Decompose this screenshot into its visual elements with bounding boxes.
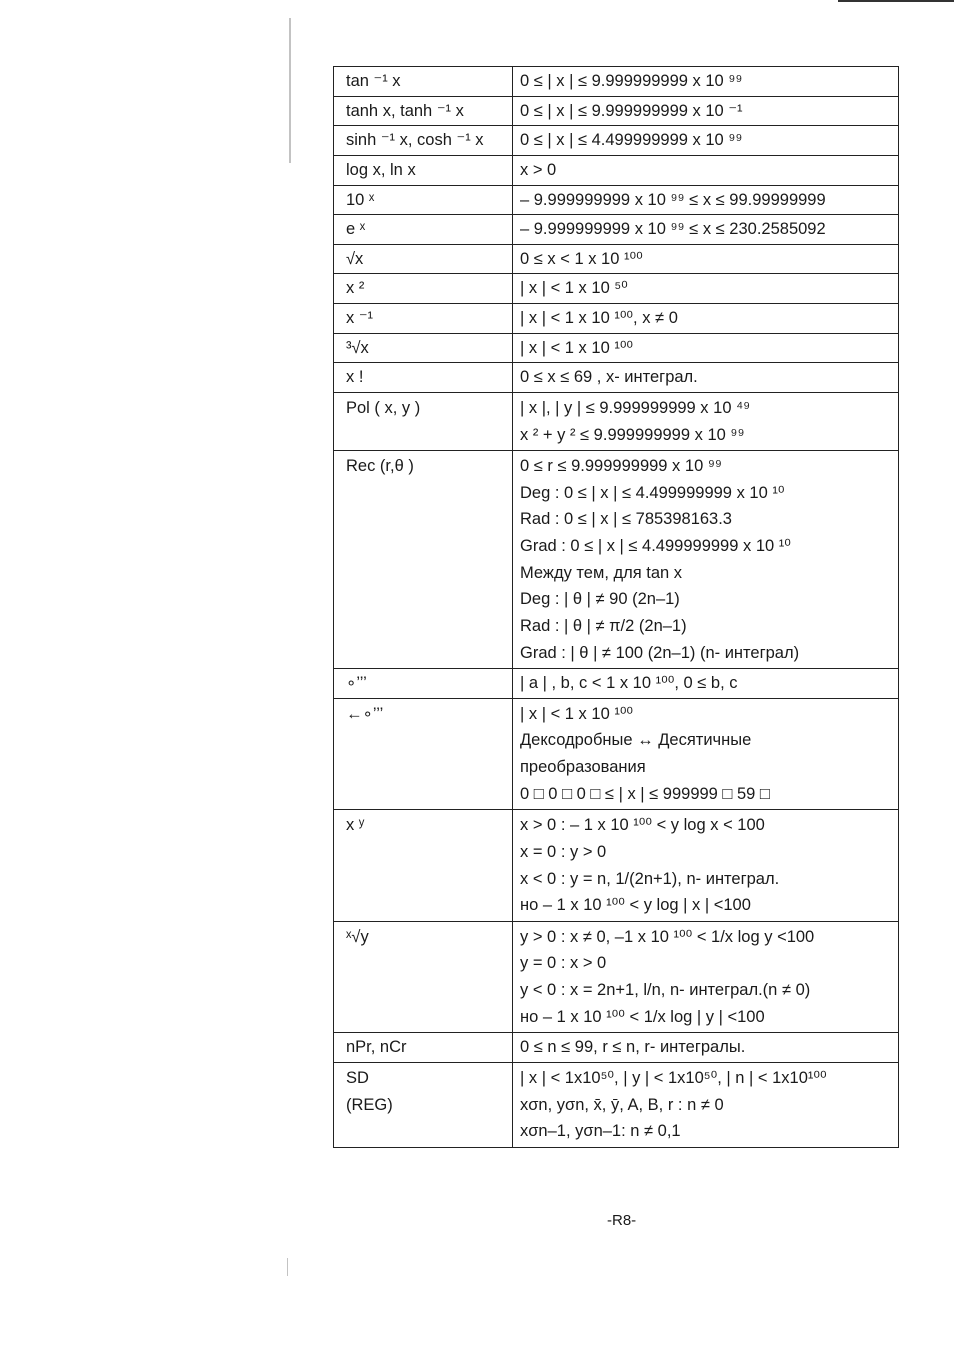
function-label: tan ⁻¹ x — [346, 72, 401, 90]
function-cell — [334, 1033, 513, 1063]
range-line: 0 ≤ x ≤ 69 , x- интеграл. — [520, 368, 698, 387]
function-label: Pol ( x, y ) — [346, 398, 421, 417]
range-cell — [513, 698, 899, 810]
table-row — [334, 304, 899, 334]
table-row — [334, 215, 899, 245]
table-row — [334, 921, 899, 1033]
table-row — [334, 67, 899, 97]
range-cell — [513, 451, 899, 669]
scan-edge-line — [838, 0, 954, 2]
table-row — [334, 333, 899, 363]
range-line: y = 0 : x > 0 — [520, 954, 607, 973]
function-label: tanh x, tanh ⁻¹ x — [346, 101, 464, 120]
range-line: 0 ≤ x < 1 x 10 ¹⁰⁰ — [520, 249, 643, 268]
table-row — [334, 698, 899, 810]
function-label: ³√x — [346, 338, 369, 357]
function-cell — [334, 96, 513, 126]
function-cell — [334, 274, 513, 304]
page-number: -R8- — [607, 1212, 637, 1229]
table-row — [334, 451, 899, 669]
range-line: но – 1 x 10 ¹⁰⁰ < y log | x | <100 — [520, 896, 751, 915]
function-cell — [334, 810, 513, 922]
range-cell — [513, 1062, 899, 1147]
range-line: – 9.999999999 x 10 ⁹⁹ ≤ x ≤ 230.2585092 — [520, 220, 826, 239]
range-cell — [513, 96, 899, 126]
function-label: 10 ˣ — [346, 190, 375, 209]
input-range-table — [333, 66, 899, 1148]
function-label: (REG) — [346, 1095, 393, 1114]
function-label: e ˣ — [346, 220, 366, 239]
range-cell — [513, 67, 899, 97]
function-label: Rec (r,θ ) — [346, 457, 414, 476]
function-label: SD — [346, 1068, 369, 1087]
range-line: Rad : 0 ≤ | x | ≤ 785398163.3 — [520, 510, 732, 529]
range-cell — [513, 215, 899, 245]
table-row — [334, 96, 899, 126]
table-body — [334, 67, 899, 1148]
range-line: Rad : | θ | ≠ π/2 (2n–1) — [520, 616, 687, 635]
function-cell — [334, 333, 513, 363]
range-line: xσn–1, yσn–1: n ≠ 0,1 — [520, 1122, 681, 1141]
function-label: ←∘’’’ — [346, 704, 384, 723]
function-cell — [334, 921, 513, 1033]
function-cell — [334, 698, 513, 810]
range-cell — [513, 126, 899, 156]
range-cell — [513, 363, 899, 393]
range-line: Дексодробные ↔ Десятичные — [520, 731, 752, 750]
range-cell — [513, 244, 899, 274]
table-row — [334, 244, 899, 274]
range-cell — [513, 304, 899, 334]
range-line: | x | < 1 x 10 ⁵⁰ — [520, 279, 628, 298]
range-line: Grad : | θ | ≠ 100 (2n–1) (n- интеграл) — [520, 643, 800, 662]
range-cell — [513, 185, 899, 215]
range-line: 0 ≤ | x | ≤ 4.499999999 x 10 ⁹⁹ — [520, 131, 743, 150]
function-label: sinh ⁻¹ x, cosh ⁻¹ x — [346, 131, 484, 150]
function-label: √x — [346, 249, 364, 268]
range-line: x < 0 : y = n, 1/(2n+1), n- интеграл. — [520, 869, 780, 888]
range-line: Между тем, для tan x — [520, 563, 683, 582]
table-row — [334, 1033, 899, 1063]
table-row — [334, 185, 899, 215]
range-line: Deg : | θ | ≠ 90 (2n–1) — [520, 590, 680, 609]
table-row — [334, 392, 899, 450]
range-line: 0 ≤ n ≤ 99, r ≤ n, r- интегралы. — [520, 1038, 746, 1057]
binding-mark — [289, 18, 291, 163]
range-cell — [513, 810, 899, 922]
function-cell — [334, 392, 513, 450]
function-label: x ʸ — [346, 816, 365, 835]
function-label: ∘’’’ — [346, 674, 367, 693]
range-line: – 9.999999999 x 10 ⁹⁹ ≤ x ≤ 99.99999999 — [520, 190, 826, 209]
function-cell — [334, 304, 513, 334]
range-line: 0 □ 0 □ 0 □ ≤ | x | ≤ 999999 □ 59 □ — [520, 784, 770, 803]
range-line: | x |, | y | ≤ 9.999999999 x 10 ⁴⁹ — [520, 398, 751, 417]
range-line: 0 ≤ | x | ≤ 9.999999999 x 10 ⁹⁹ — [520, 72, 743, 90]
range-cell — [513, 155, 899, 185]
function-cell — [334, 363, 513, 393]
function-cell — [334, 1062, 513, 1147]
table-row — [334, 363, 899, 393]
range-cell — [513, 274, 899, 304]
range-line: y > 0 : x ≠ 0, –1 x 10 ¹⁰⁰ < 1/x log y <100 — [520, 927, 815, 946]
range-line: | x | < 1x10⁵⁰, | y | < 1x10⁵⁰, | n | < 1x10¹⁰⁰ — [520, 1068, 827, 1087]
table-row — [334, 669, 899, 699]
table-row — [334, 155, 899, 185]
range-line: y < 0 : x = 2n+1, l/n, n- интеграл.(n ≠ 0) — [520, 981, 811, 999]
function-label: nPr, nCr — [346, 1038, 407, 1057]
function-label: ˣ√y — [346, 927, 369, 946]
function-cell — [334, 126, 513, 156]
range-line: x ² + y ² ≤ 9.999999999 x 10 ⁹⁹ — [520, 425, 745, 444]
function-label: log x, ln x — [346, 160, 416, 179]
range-cell — [513, 392, 899, 450]
range-line: Deg : 0 ≤ | x | ≤ 4.499999999 x 10 ¹⁰ — [520, 483, 785, 502]
range-line: преобразования — [520, 758, 646, 776]
range-line: | x | < 1 x 10 ¹⁰⁰ — [520, 704, 634, 723]
table-row — [334, 810, 899, 922]
range-line: Grad : 0 ≤ | x | ≤ 4.499999999 x 10 ¹⁰ — [520, 537, 791, 555]
range-cell — [513, 333, 899, 363]
range-line: 0 ≤ | x | ≤ 9.999999999 x 10 ⁻¹ — [520, 101, 743, 120]
range-line: xσn, yσn, x̄, ȳ, A, B, r : n ≠ 0 — [520, 1095, 724, 1114]
function-cell — [334, 669, 513, 699]
function-cell — [334, 67, 513, 97]
range-line: x > 0 — [520, 160, 557, 179]
range-cell — [513, 1033, 899, 1063]
function-label: x ⁻¹ — [346, 309, 374, 327]
table-row — [334, 1062, 899, 1147]
function-cell — [334, 155, 513, 185]
range-line: но – 1 x 10 ¹⁰⁰ < 1/x log | y | <100 — [520, 1007, 765, 1026]
binding-mark-lower — [287, 1258, 288, 1276]
range-cell — [513, 669, 899, 699]
function-cell — [334, 244, 513, 274]
range-cell — [513, 921, 899, 1033]
range-line: x = 0 : y > 0 — [520, 842, 607, 861]
range-line: | a | , b, c < 1 x 10 ¹⁰⁰, 0 ≤ b, c — [520, 674, 738, 693]
function-label: x ! — [346, 368, 364, 387]
function-cell — [334, 451, 513, 669]
range-line: | x | < 1 x 10 ¹⁰⁰, x ≠ 0 — [520, 309, 678, 327]
function-label: x ² — [346, 279, 365, 298]
range-line: x > 0 : – 1 x 10 ¹⁰⁰ < y log x < 100 — [520, 816, 765, 835]
table-row — [334, 126, 899, 156]
range-line: 0 ≤ r ≤ 9.999999999 x 10 ⁹⁹ — [520, 457, 722, 476]
table-row — [334, 274, 899, 304]
function-cell — [334, 215, 513, 245]
function-cell — [334, 185, 513, 215]
range-line: | x | < 1 x 10 ¹⁰⁰ — [520, 338, 634, 357]
